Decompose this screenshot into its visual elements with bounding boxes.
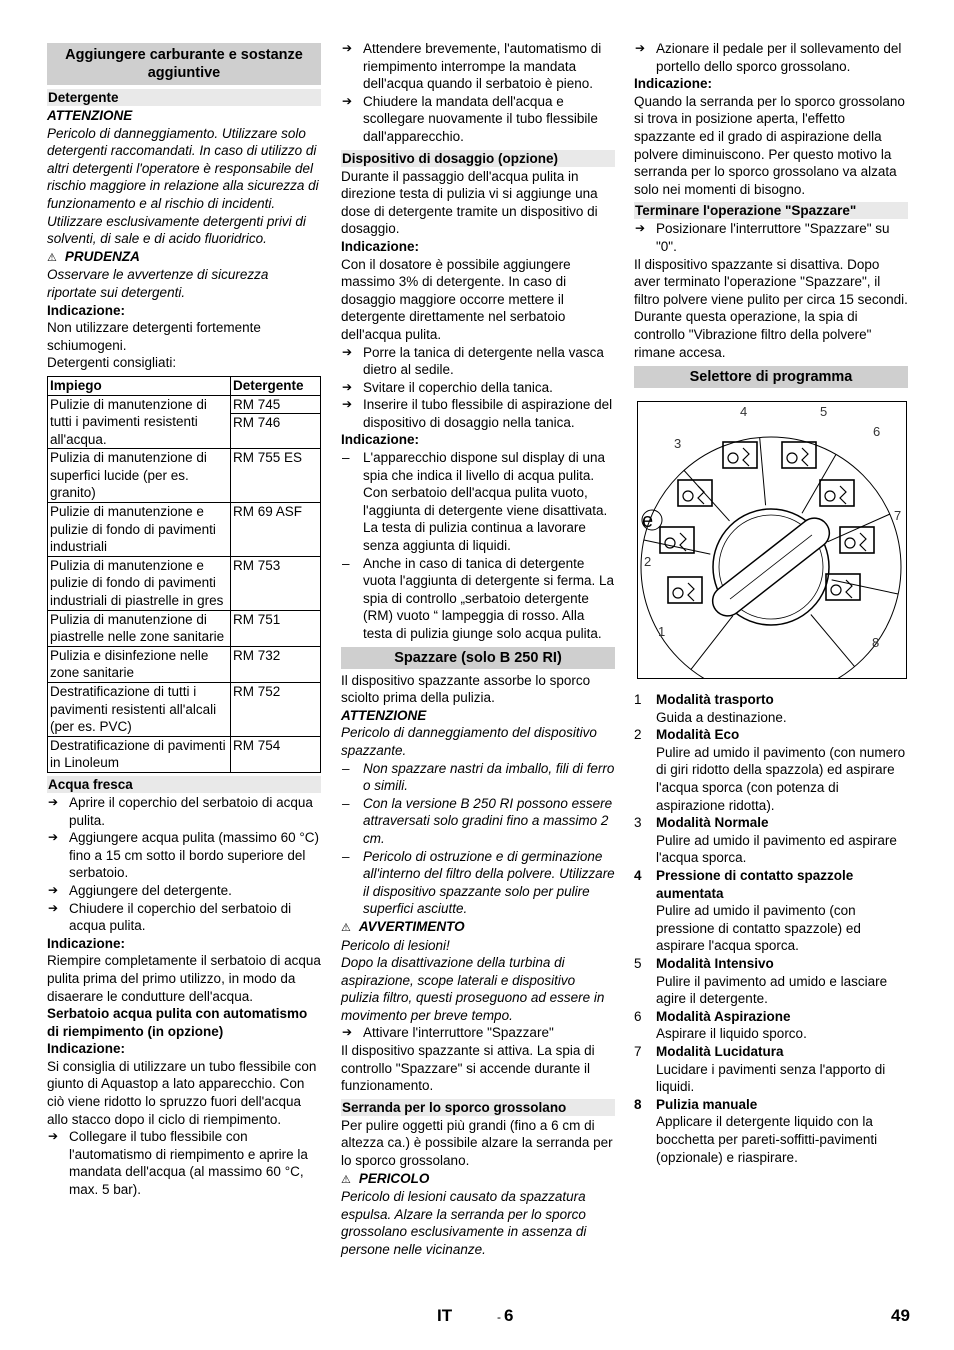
mode-number: 5 (634, 956, 642, 971)
flap-text: Per pulire oggetti più grandi (fino a 6 cm di altezza ca.) è possibile alzare la serranda per lo sporco grossolano. (341, 1117, 613, 1169)
note-text: Con il dosatore è possibile aggiungere massimo 3% di detergente. In caso di dosaggio maggiore occorre mettere il detergente direttamente nel serbatoio dell'acqua pulita. (341, 256, 571, 342)
mode-body (656, 867, 908, 955)
table-row (48, 556, 321, 610)
note-label: Indicazione: (634, 76, 713, 92)
table-header-use: Impiego (48, 376, 231, 395)
warning-text-2: Dopo la disattivazione della turbina di aspirazione, scope laterali e dispositivo pulizia filtro, questi proseguono ad essere in movimento per breve tempo. (341, 955, 605, 1023)
dial-number-5: 5 (820, 404, 828, 420)
transport-mode-icon (668, 577, 702, 603)
eco-mode-icon-brush (665, 538, 675, 548)
mode-description: Lucidare i pavimenti senza l'apporto di liquidi. (656, 1061, 886, 1095)
mode-description: Pulire il pavimento ad umido e lasciare agire il detergente. (656, 973, 888, 1007)
polish-mode-icon (840, 527, 874, 553)
mode-name: Modalità Lucidatura (656, 1043, 784, 1059)
table-cell-use: Pulizia di manutenzione di superfici lucide (per es. granito) (48, 449, 231, 503)
manual-mode-icon-brush (831, 585, 841, 595)
normal-mode-icon-detail (698, 486, 704, 504)
list-item: ➔ Inserire il tubo flessibile di aspirazione del dispositivo di dosaggio nella tanica. (341, 396, 615, 431)
mode-body (656, 814, 908, 867)
mode-item (634, 726, 908, 814)
mode-description: Applicare il detergente liquido con la bocchetta per pareti-soffitti-pavimenti (opzionale) e riaspirare. (656, 1114, 878, 1165)
danger-label: PERICOLO (358, 1170, 430, 1186)
dial-number-4: 4 (740, 404, 748, 420)
pressure-mode-icon (723, 442, 757, 468)
polish-mode-icon-detail (860, 533, 866, 551)
transport-mode-icon-brush (673, 588, 683, 598)
mode-description: Aspirare il liquido sporco. (656, 1026, 807, 1042)
detergent-code: RM 755 ES (233, 450, 303, 466)
detergent-table (47, 376, 321, 773)
list-item: – Non spazzare nastri da imballo, fili di ferro o simili. (341, 760, 615, 795)
note-label: Indicazione: (47, 1041, 126, 1057)
list-item: ➔ Chiudere la mandata dell'acqua e scollegare nuovamente il tubo flessibile dall'apparecchio. (341, 93, 615, 146)
table-row (48, 449, 321, 503)
manual-mode-icon (826, 574, 860, 600)
mode-body (656, 1008, 908, 1043)
list-item: ➔ Aggiungere del detergente. (47, 882, 321, 900)
mode-name: Modalità Intensivo (656, 956, 774, 971)
pressure-mode-icon-detail (743, 448, 749, 466)
note-label: Indicazione: (47, 302, 126, 318)
list-item: ➔ Svitare il coperchio della tanica. (341, 379, 615, 397)
detergente-heading: Detergente (47, 89, 321, 106)
list-item: ➔ Collegare il tubo flessibile con l'automatismo di riempimento e aprire la mandata dell'acqua (al massimo 60 °C, max. 5 bar). (47, 1128, 321, 1198)
attention-text-2: Utilizzare esclusivamente detergenti privi di solventi, di sale e di acido fluoridrico. (47, 213, 306, 247)
footer-subpage (497, 1307, 513, 1327)
dosing-heading: Dispositivo di dosaggio (opzione) (341, 150, 615, 167)
end-sweep-heading: Terminare l'operazione "Spazzare" (634, 202, 908, 219)
warning-line (341, 918, 615, 937)
mode-item (634, 1043, 908, 1096)
list-item: ➔ Aprire il coperchio del serbatoio di acqua pulita. (47, 794, 321, 829)
table-row (48, 683, 321, 737)
list-item: ➔ Porre la tanica di detergente nella vasca dietro al sedile. (341, 344, 615, 379)
table-cell-detergent (231, 646, 321, 682)
table-cell-detergent (231, 503, 321, 557)
mode-item (634, 867, 908, 955)
suction-mode-icon-brush (825, 491, 835, 501)
table-row (48, 395, 321, 449)
note-text: Non utilizzare detergenti fortemente schiumogeni. (47, 320, 261, 353)
table-cell-detergent (231, 736, 321, 772)
intensive-mode-icon-brush (787, 453, 797, 463)
normal-mode-icon-brush (683, 491, 693, 501)
dosing-text: Durante il passaggio dell'acqua pulita in direzione testa di pulizia vi si aggiunge una dose di detergente tramite un dispositivo di dosaggio. (341, 168, 598, 237)
page-number: 49 (891, 1306, 910, 1325)
flap-heading: Serranda per lo sporco grossolano (341, 1099, 615, 1116)
attention-text: Pericolo di danneggiamento. Utilizzare solo detergenti raccomandati. In caso di utilizzo di altri detergenti l'operatore è responsabile del rischio maggiore in relazione alla sicurezza di funzionamento e al rischio di incidenti. (47, 125, 319, 211)
table-cell-use: Pulizia e disinfezione nelle zone sanitarie (48, 646, 231, 682)
column-3 (634, 40, 908, 1166)
caution-line (47, 248, 321, 267)
attention-label: ATTENZIONE (341, 707, 427, 723)
list-item: – Con la versione B 250 RI possono essere attraversati solo gradini fino a massimo 2 cm. (341, 795, 615, 848)
detergent-code: RM 69 ASF (233, 504, 303, 520)
section-title: Aggiungere carburante e sostanze aggiuntive (47, 43, 321, 85)
list-item: ➔ Posizionare l'interruttore "Spazzare" su "0". (634, 220, 908, 255)
table-row (48, 736, 321, 772)
detergent-code: RM 752 (233, 684, 281, 699)
footer-language: IT (437, 1306, 453, 1325)
warning-text-1: Pericolo di lesioni! (341, 937, 450, 953)
selector-heading: Selettore di programma (634, 366, 908, 388)
mode-number: 1 (634, 692, 642, 708)
warning-triangle-icon: ⚠ (341, 920, 351, 934)
dial-divider (760, 438, 766, 506)
detergent-code: RM 746 (231, 413, 320, 432)
sweep-after-text: Il dispositivo spazzante si attiva. La spia di controllo "Spazzare" si accende durante il funzionamento. (341, 1043, 595, 1094)
caution-label: PRUDENZA (64, 248, 140, 264)
attention-label: ATTENZIONE (47, 108, 133, 123)
mode-number: 7 (634, 1043, 642, 1059)
page-footer (0, 1307, 954, 1331)
mode-description: Pulire ad umido il pavimento (con numero di giri ridotto della spazzola) ed aspirare l'acqua sporca (con potenza di aspirazione ridotta). (656, 744, 906, 813)
table-cell-use: Pulizia di manutenzione e pulizie di fondo di pavimenti industriali di piastrelle in gres (48, 556, 231, 610)
sweep-heading: Spazzare (solo B 250 RI) (341, 647, 615, 669)
acqua-heading: Acqua fresca (47, 776, 321, 793)
mode-name: Pressione di contatto spazzole aumentata (656, 868, 854, 901)
table-cell-detergent (231, 449, 321, 503)
mode-name: Pulizia manuale (656, 1096, 758, 1112)
table-row (48, 646, 321, 682)
dial-divider (691, 616, 733, 670)
note-label: Indicazione: (341, 238, 420, 254)
intensive-mode-icon-detail (802, 448, 808, 466)
mode-name: Modalità Normale (656, 815, 769, 831)
detergent-code: RM 751 (233, 611, 281, 627)
note-label: Indicazione: (47, 935, 126, 951)
suction-mode-icon (820, 480, 854, 506)
list-item: ➔ Attendere brevemente, l'automatismo di riempimento interrompe la mandata dell'acqua quando il serbatoio è pieno. (341, 40, 615, 93)
program-selector-svg (638, 402, 906, 678)
mode-description: Pulire ad umido il pavimento ed aspirare l'acqua sporca. (656, 832, 897, 866)
dial-number-6: 6 (873, 424, 881, 440)
danger-text: Pericolo di lesioni causato da spazzatura espulsa. Alzare la serranda per lo sporco grossolano esclusivamente in assenza di persone nelle vicinanze. (341, 1189, 587, 1257)
table-cell-use: Pulizie di manutenzione e pulizie di fondo di pavimenti industriali (48, 503, 231, 557)
list-item: – Anche in caso di tanica di detergente vuota l'aggiunta di detergente si ferma. La spia di controllo „serbatoio detergente (RM) vuoto “ lampeggia di rosso. Alla testa di pulizia giunge solo acqua pulita. (341, 555, 615, 643)
detergent-code: RM 754 (233, 737, 281, 753)
mode-body (656, 1043, 908, 1096)
mode-number: 8 (634, 1096, 642, 1112)
list-item: ➔ Azionare il pedale per il sollevamento del portello dello sporco grossolano. (634, 40, 908, 75)
pressure-mode-icon-brush (728, 453, 738, 463)
warning-triangle-icon: ⚠ (341, 1172, 351, 1186)
table-cell-use: Pulizie di manutenzione di tutti i pavimenti resistenti all'acqua. (48, 395, 231, 449)
mode-number: 6 (634, 1008, 642, 1024)
column-1 (47, 40, 321, 1199)
dial-letter: e (642, 510, 654, 533)
detergent-code: RM 732 (233, 647, 281, 663)
mode-body (656, 955, 908, 1008)
attention-text: Pericolo di danneggiamento del dispositivo spazzante. (341, 725, 597, 758)
normal-mode-icon (678, 480, 712, 506)
polish-mode-icon-brush (845, 538, 855, 548)
dial-divider (811, 615, 855, 667)
dial-divider (644, 540, 711, 554)
mode-number: 4 (634, 868, 642, 884)
column-2 (341, 40, 615, 1259)
mode-description: Guida a destinazione. (656, 709, 787, 725)
dial-divider (802, 455, 836, 514)
list-item: – L'apparecchio dispone sul display di una spia che indica il livello di acqua pulita. Con serbatoio dell'acqua pulita vuoto, l'aggiunta di detergente viene disattivata. La testa di pulizia continua a lavorare senza aggiunta di liquidi. (341, 449, 615, 555)
table-cell-detergent (231, 683, 321, 737)
warning-label: AVVERTIMENTO (358, 918, 465, 934)
mode-body (656, 726, 908, 814)
mode-item (634, 691, 908, 726)
table-cell-use: Destratificazione di pavimenti in Linoleum (48, 736, 231, 772)
table-row (48, 610, 321, 646)
mode-item (634, 955, 908, 1008)
sweep-text: Il dispositivo spazzante assorbe lo sporco sciolto prima della pulizia. (341, 672, 591, 706)
mode-body (656, 1096, 908, 1166)
table-row (48, 503, 321, 557)
dial-divider (832, 580, 899, 594)
mode-name: Modalità Aspirazione (656, 1008, 791, 1024)
footer-dash: - (497, 1310, 501, 1324)
list-item: ➔ Aggiungere acqua pulita (massimo 60 °C) fino a 15 cm sotto il bordo superiore del serbatoio. (47, 829, 321, 882)
table-cell-detergent (231, 610, 321, 646)
detergent-code: RM 745 (233, 396, 281, 412)
intensive-mode-icon (782, 442, 816, 468)
table-cell-use: Pulizia di manutenzione di piastrelle nelle zone sanitarie (48, 610, 231, 646)
note-text: Si consiglia di utilizzare un tubo flessibile con giunto di Aquastop a lato apparecchio. Con ciò viene ridotto lo spruzzo fuori dell'acqua allo stacco dopo il ciclo di riempimento. (47, 1058, 317, 1127)
dial-number-2: 2 (644, 554, 652, 570)
list-item: – Pericolo di ostruzione e di germinazione all'interno del filtro della polvere. Utilizzare il dispositivo spazzante solo per pulire superfici asciutte. (341, 848, 615, 918)
mode-description: Pulire ad umido il pavimento (con pressione di contatto spazzole) ed aspirare l'acqua sporca. (656, 903, 861, 954)
dial-number-1: 1 (658, 624, 666, 640)
transport-mode-icon-detail (688, 583, 694, 601)
mode-body (656, 691, 908, 726)
dial-number-3: 3 (674, 436, 682, 452)
table-cell-detergent (231, 556, 321, 610)
list-item: ➔ Chiudere il coperchio del serbatoio di acqua pulita. (47, 900, 321, 935)
note-label: Indicazione: (341, 432, 420, 448)
program-selector-diagram (637, 401, 907, 679)
detergent-code: RM 753 (233, 557, 281, 573)
mode-item (634, 814, 908, 867)
list-item: ➔ Attivare l'interruttore "Spazzare" (341, 1024, 615, 1042)
dial-number-8: 8 (872, 635, 880, 651)
table-cell-use: Destratificazione di tutti i pavimenti resistenti all'alcali (per es. PVC) (48, 683, 231, 737)
danger-line (341, 1170, 615, 1189)
mode-number: 3 (634, 815, 642, 831)
note-text: Quando la serranda per lo sporco grossolano si trova in posizione aperta, l'effetto spazzante ed il grado di aspirazione della polvere diminuiscono. Per questo motivo la serranda per lo sporco grossolano va alzata solo nei momenti di bisogno. (634, 93, 905, 197)
caution-text: Osservare le avvertenze di sicurezza riportate sui detergenti. (47, 267, 269, 300)
table-header-row (48, 376, 321, 395)
footer-subpage-number: 6 (504, 1306, 514, 1325)
table-cell-detergent (231, 395, 321, 449)
mode-name: Modalità Eco (656, 727, 740, 743)
table-header-detergent: Detergente (231, 376, 321, 395)
mode-item (634, 1008, 908, 1043)
warning-triangle-icon: ⚠ (47, 250, 57, 264)
auto-fill-heading: Serbatoio acqua pulita con automatismo di riempimento (in opzione) (47, 1006, 308, 1039)
dial-number-7: 7 (894, 508, 902, 524)
dial-divider (684, 470, 730, 521)
recommended-label: Detergenti consigliati: (47, 355, 177, 371)
end-sweep-text: Il dispositivo spazzante si disattiva. Dopo aver terminato l'operazione "Spazzare", il filtro polvere viene pulito per circa 15 secondi. Durante questa operazione, la spia di controllo "Vibrazione filtro della polvere" rimane accesa. (634, 256, 908, 360)
dial-divider (828, 514, 890, 542)
note-text: Riempire completamente il serbatoio di acqua pulita prima del primo utilizzo, in modo da disaerare le condutture dell'acqua. (47, 953, 321, 1004)
suction-mode-icon-detail (840, 486, 846, 504)
mode-name: Modalità trasporto (656, 692, 774, 708)
mode-number: 2 (634, 727, 642, 743)
mode-item (634, 1096, 908, 1166)
